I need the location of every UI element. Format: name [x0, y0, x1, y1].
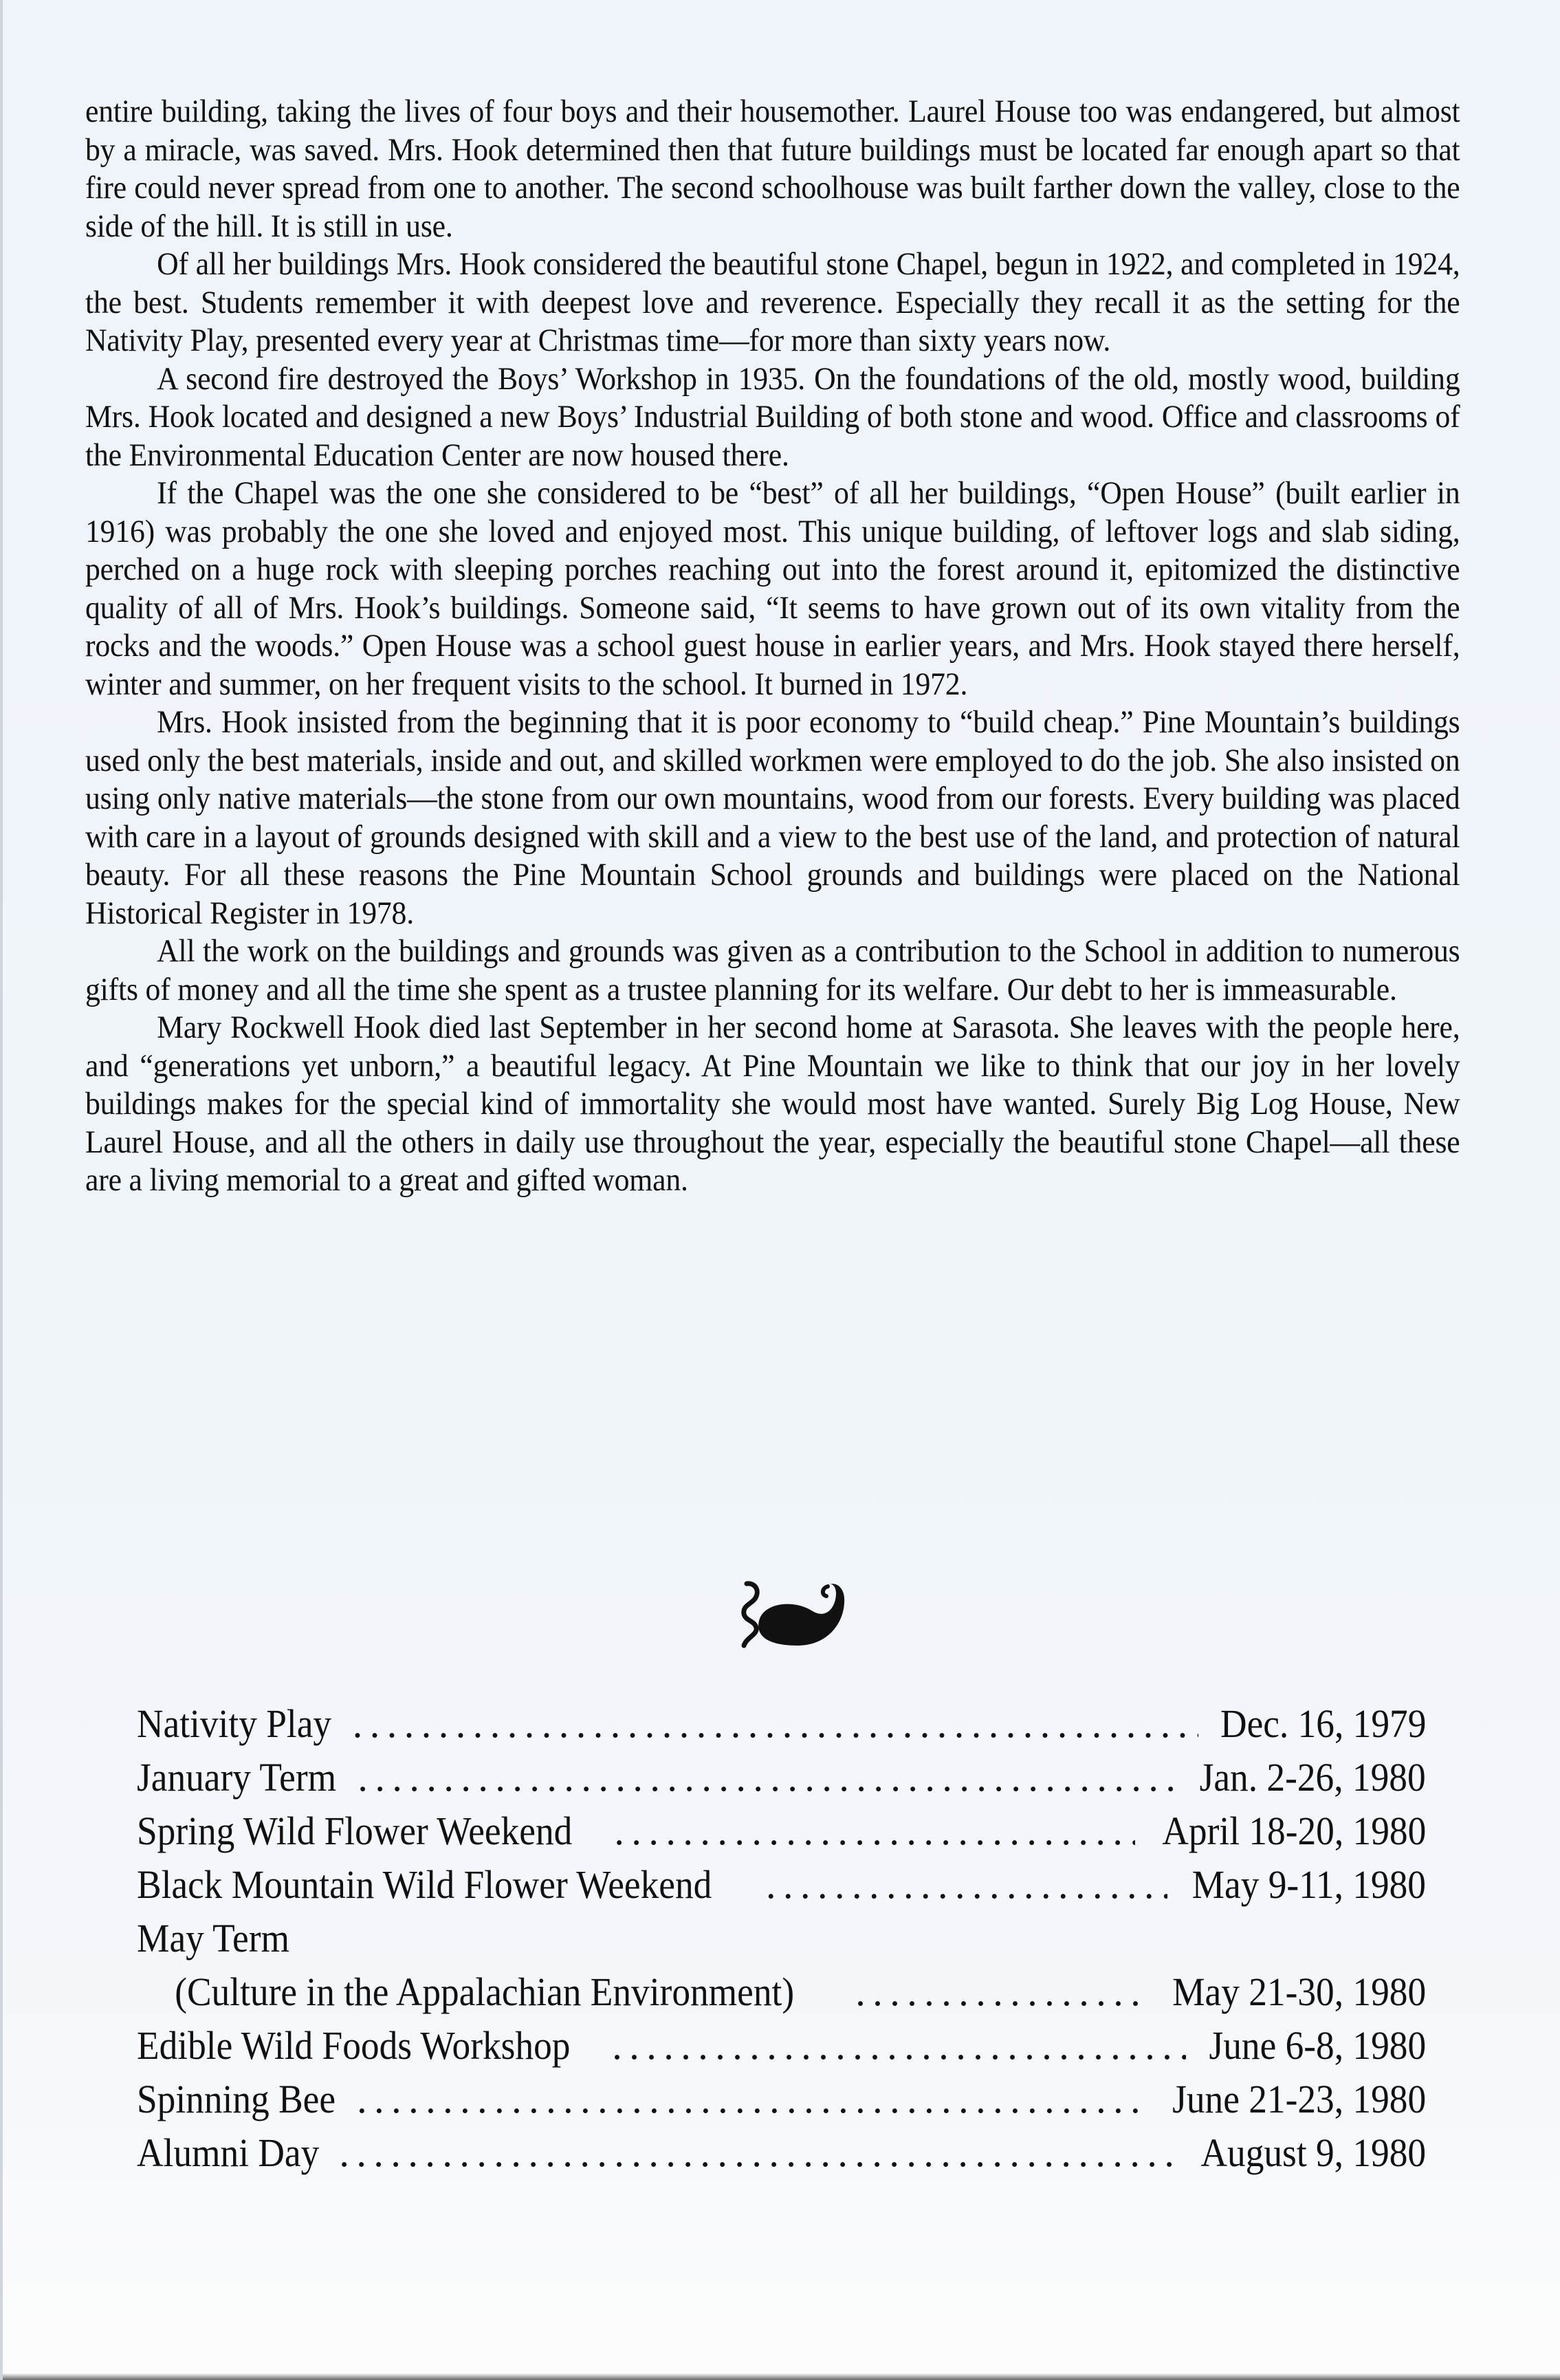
dot-leader	[339, 2126, 1177, 2180]
event-name: Spinning Bee	[137, 2077, 336, 2121]
dot-leader	[855, 1965, 1146, 2019]
paragraph: If the Chapel was the one she considered to be “best” of all her buildings, “Open House” (built earlier in 1916) was probably the one she loved and enjoyed most. This unique building, of leftover logs and slab siding, perched on a huge rock with sleeping porches reaching out into the forest around it, epitomized the distinctive quality of all of Mrs. Hook’s buildings. Someone said, “It seems to have grown out of its own vitality from the rocks and the woods.” Open House was a school guest house in earlier years, and Mrs. Hook stayed there herself, winter and summer, on her frequent visits to the school. It burned in 1972.	[85, 475, 1460, 702]
event-date: May 21-30, 1980	[1172, 1969, 1426, 2014]
dot-leader	[614, 1804, 1134, 1858]
event-date: June 21-23, 1980	[1172, 2077, 1426, 2121]
event-name: Black Mountain Wild Flower Weekend	[137, 1862, 712, 1907]
event-name: (Culture in the Appalachian Environment)	[175, 1969, 795, 2014]
schedule-row	[137, 1697, 1426, 1751]
schedule-row	[137, 2073, 1426, 2126]
schedule-row	[137, 1858, 1426, 1912]
schedule-row	[137, 1912, 1426, 1965]
dot-leader	[357, 2073, 1146, 2126]
event-name: Edible Wild Foods Workshop	[137, 2023, 571, 2068]
schedule-row	[137, 2019, 1426, 2073]
paragraph: A second fire destroyed the Boys’ Workshop in 1935. On the foundations of the old, mostly wood, building Mrs. Hook located and designed a new Boys’ Industrial Building of both stone and wood. Office and classrooms of the Environmental Education Center are now housed there.	[85, 360, 1460, 473]
paragraph: Of all her buildings Mrs. Hook considered the beautiful stone Chapel, begun in 1922, and completed in 1924, the best. Students remember it with deepest love and reverence. Especially they recall it as the setting for the Nativity Play, presented every year at Christmas time—for more than sixty years now.	[85, 246, 1460, 358]
dot-leader	[612, 2019, 1186, 2073]
event-date: May 9-11, 1980	[1191, 1862, 1426, 1907]
schedule-row	[137, 1751, 1426, 1804]
dot-leader	[353, 1697, 1198, 1751]
event-name: Nativity Play	[137, 1701, 332, 1746]
event-date: Dec. 16, 1979	[1220, 1701, 1426, 1746]
event-date: June 6-8, 1980	[1209, 2023, 1426, 2068]
schedule-row	[137, 1965, 1426, 2019]
dot-leader	[766, 1858, 1167, 1912]
event-date: Jan. 2-26, 1980	[1199, 1755, 1426, 1800]
schedule-row	[137, 2126, 1426, 2180]
events-schedule	[137, 1697, 1426, 2180]
paragraph: Mary Rockwell Hook died last September in her second home at Sarasota. She leaves with the people here, and “generations yet unborn,” a beautiful legacy. At Pine Mountain we like to think that our joy in her lovely buildings makes for the special kind of immortality she would most have wanted. Surely Big Log House, New Laurel House, and all the others in daily use throughout the year, especially the beautiful stone Chapel—all these are a living memorial to a great and gifted woman.	[85, 1009, 1460, 1198]
event-date: April 18-20, 1980	[1162, 1809, 1426, 1853]
event-date: August 9, 1980	[1200, 2130, 1426, 2175]
page-edge-shadow	[3, 2373, 1560, 2380]
dot-leader	[358, 1751, 1176, 1804]
schedule-row	[137, 1804, 1426, 1858]
event-name: Spring Wild Flower Weekend	[137, 1809, 573, 1853]
article-body	[85, 93, 1460, 1200]
event-name: May Term	[137, 1916, 290, 1961]
event-name: Alumni Day	[137, 2130, 320, 2175]
paragraph: Mrs. Hook insisted from the beginning that it is poor economy to “build cheap.” Pine Mountain’s buildings used only the best materials, inside and out, and skilled workmen were employed to do the job. She also insisted on using only native materials—the stone from our own mountains, wood from our forests. Every building was placed with care in a layout of grounds designed with skill and a view to the best use of the land, and protection of natural beauty. For all these reasons the Pine Mountain School grounds and buildings were placed on the National Historical Register in 1978.	[85, 704, 1460, 931]
fleuron-ornament-icon	[732, 1578, 855, 1654]
paragraph: All the work on the buildings and grounds was given as a contribution to the School in addition to numerous gifts of money and all the time she spent as a trustee planning for its welfare. Our debt to her is immeasurable.	[85, 933, 1460, 1007]
event-name: January Term	[137, 1755, 337, 1800]
paragraph: entire building, taking the lives of four boys and their housemother. Laurel House too was endangered, but almost by a miracle, was saved. Mrs. Hook determined then that future buildings must be located far enough apart so that fire could never spread from one to another. The second schoolhouse was built farther down the valley, close to the side of the hill. It is still in use.	[85, 94, 1460, 244]
